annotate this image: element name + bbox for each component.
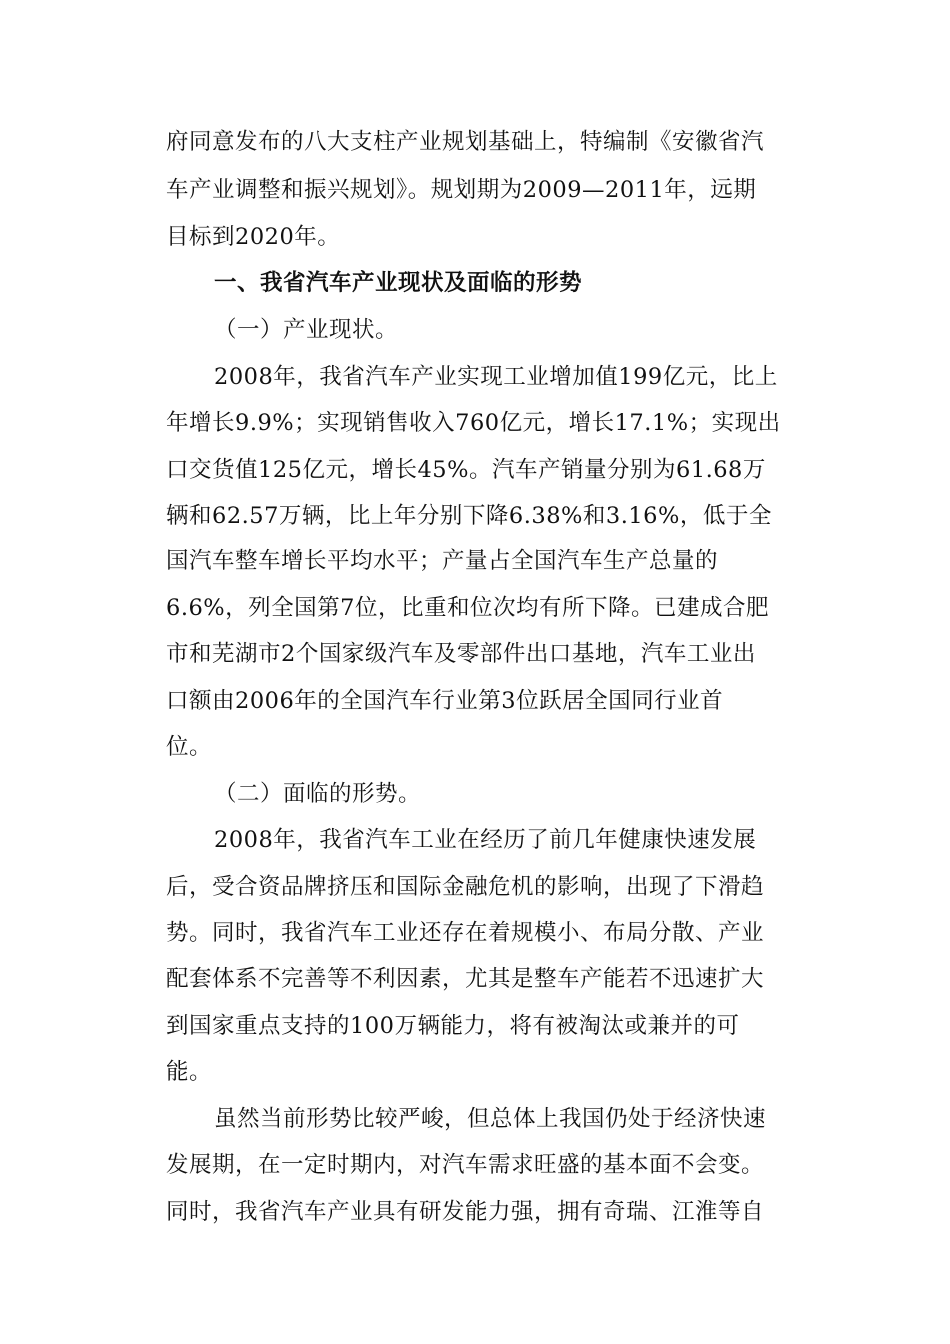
text-line-7: 年增长9.9%；实现销售收入760亿元，增长17.1%；实现出 (166, 410, 781, 436)
text-line-20: 到国家重点支持的100万辆能力，将有被淘汰或兼并的可 (166, 1013, 740, 1039)
text-line-24: 同时，我省汽车产业具有研发能力强，拥有奇瑞、江淮等自 (166, 1199, 765, 1225)
text-line-14: 位。 (166, 734, 213, 760)
text-line-17: 后，受合资品牌挤压和国际金融危机的影响，出现了下滑趋 (166, 874, 765, 900)
section-heading: 一、我省汽车产业现状及面临的形势 (214, 270, 583, 296)
text-line-3: 目标到2020年。 (166, 224, 341, 250)
text-line-11: 6.6%，列全国第7位，比重和位次均有所下降。已建成合肥 (166, 595, 769, 621)
text-line-10: 国汽车整车增长平均水平；产量占全国汽车生产总量的 (166, 548, 719, 574)
text-line-6: 2008年，我省汽车产业实现工业增加值199亿元，比上 (214, 364, 778, 390)
text-line-13: 口额由2006年的全国汽车行业第3位跃居全国同行业首 (166, 688, 724, 714)
subsection-heading-2: （二）面临的形势。 (214, 781, 422, 807)
text-line-18: 势。同时，我省汽车工业还存在着规模小、布局分散、产业 (166, 920, 765, 946)
text-line-21: 能。 (166, 1059, 213, 1085)
text-line-2: 车产业调整和振兴规划》。规划期为2009—2011年，远期 (166, 177, 757, 203)
text-line-1: 府同意发布的八大支柱产业规划基础上，特编制《安徽省汽 (166, 129, 765, 155)
text-line-22: 虽然当前形势比较严峻，但总体上我国仍处于经济快速 (214, 1106, 767, 1132)
text-line-9: 辆和62.57万辆，比上年分别下降6.38%和3.16%，低于全 (166, 503, 772, 529)
text-line-12: 市和芜湖市2个国家级汽车及零部件出口基地，汽车工业出 (166, 641, 756, 667)
text-line-8: 口交货值125亿元，增长45%。汽车产销量分别为61.68万 (166, 457, 766, 483)
subsection-heading-1: （一）产业现状。 (214, 317, 399, 343)
text-line-23: 发展期，在一定时期内，对汽车需求旺盛的基本面不会变。 (166, 1152, 765, 1178)
text-line-16: 2008年，我省汽车工业在经历了前几年健康快速发展 (214, 827, 757, 853)
text-line-19: 配套体系不完善等不利因素，尤其是整车产能若不迅速扩大 (166, 966, 765, 992)
